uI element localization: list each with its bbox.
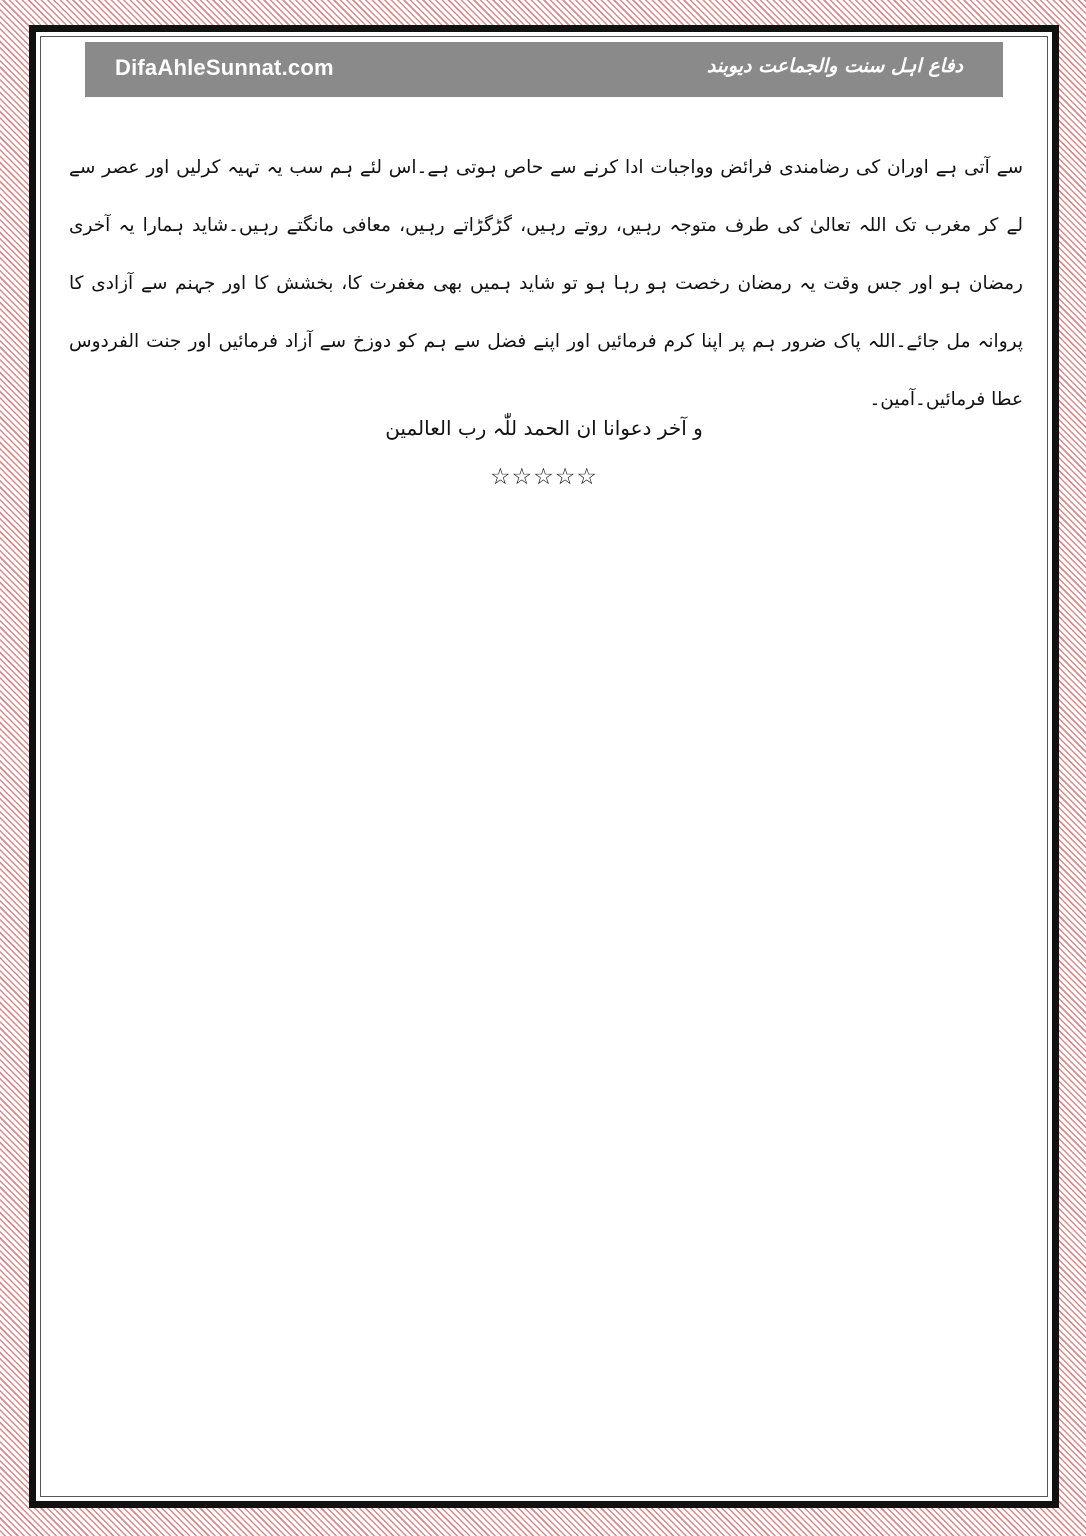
closing-dua: و آخر دعوانا ان الحمد للّٰہ رب العالمین [385,416,703,440]
site-name: DifaAhleSunnat.com [115,55,334,80]
star-separator: ☆☆☆☆☆ [489,464,599,490]
header-bar [85,42,1003,97]
body-paragraph: سے آتی ہے اوران کی رضامندی فرائض وواجبات ادا کرنے سے حاص ہوتی ہے۔اس لئے ہم سب یہ تہیہ کرلیں اور عصر سے لے کر مغرب تک اللہ تعالیٰ کی طرف متوجہ رہیں، روتے رہیں، گڑگڑاتے رہیں، معافی مانگتے رہیں۔شاید ہمارا یہ آخری رمضان ہو اور جس وقت یہ رمضان رخصت ہو رہا ہو تو شاید ہمیں بھی مغفرت کا، بخشش کا اور جہنم سے آزادی کا پروانہ مل جائے۔اللہ پاک ضرور ہم پر اپنا کرم فرمائیں اور اپنے فضل سے ہم کو دوزخ سے آزاد فرمائیں اور جنت الفردوس عطا فرمائیں۔آمین۔ [69,157,1023,410]
page-frame [29,25,1059,1508]
site-name-urdu: دفاع اہل سنت والجماعت دیوبند [706,55,963,77]
